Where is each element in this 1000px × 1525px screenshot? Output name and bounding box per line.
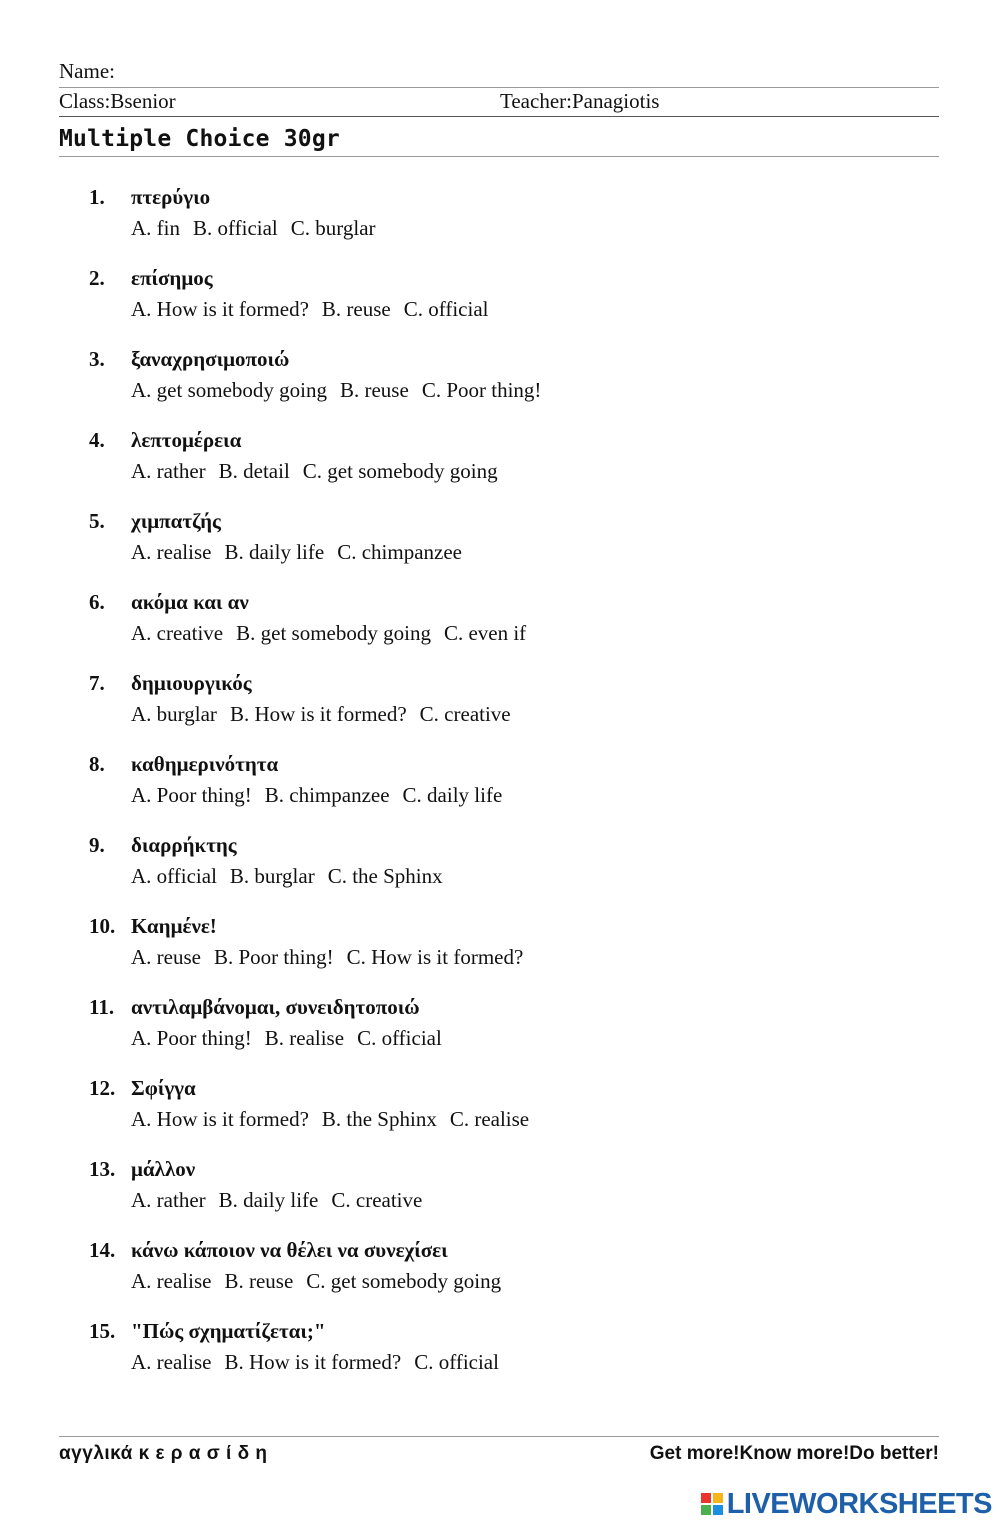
answer-option[interactable]: C. get somebody going [302,459,498,483]
question-text: αντιλαμβάνομαι, συνειδητοποιώ [131,995,420,1019]
answer-option[interactable]: B. How is it formed? [224,1350,402,1374]
answer-options [131,456,511,486]
answer-options [131,699,524,729]
question-text: ακόμα και αν [131,590,249,614]
answer-option[interactable]: C. chimpanzee [337,540,462,564]
question-list [0,182,1000,1397]
question-item [0,992,1000,1073]
question-item [0,911,1000,992]
question-item [0,668,1000,749]
answer-option[interactable]: B. Poor thing! [213,945,334,969]
question-number: 9. [89,833,105,857]
answer-option[interactable]: A. fin [131,216,180,240]
question-number: 12. [89,1076,116,1100]
answer-option[interactable]: C. even if [443,621,527,645]
answer-option[interactable]: B. the Sphinx [321,1107,437,1131]
answer-option[interactable]: A. creative [131,621,224,645]
answer-option[interactable]: C. creative [419,702,511,726]
answer-option[interactable]: B. daily life [224,540,325,564]
question-text: Σφίγγα [131,1076,196,1100]
question-number: 1. [89,185,105,209]
class-teacher-row [59,88,939,117]
question-item [0,830,1000,911]
question-item [0,344,1000,425]
answer-option[interactable]: B. reuse [321,297,391,321]
logo-square-3 [700,1504,712,1516]
question-text: "Πώς σχηματίζεται;" [131,1319,326,1343]
answer-options [131,780,515,810]
answer-options [131,213,389,243]
question-text: ξαναχρησιμοποιώ [131,347,290,371]
question-number: 8. [89,752,105,776]
answer-options [131,618,539,648]
answer-option[interactable]: C. burglar [290,216,376,240]
question-text: δημιουργικός [131,671,252,695]
answer-option[interactable]: B. official [193,216,278,240]
question-item [0,749,1000,830]
question-number: 6. [89,590,105,614]
question-text: διαρρήκτης [131,833,237,857]
question-item [0,1073,1000,1154]
name-label: Name: [59,59,115,83]
brand-text: LIVEWORKSHEETS [726,1487,992,1520]
logo-square-1 [700,1492,712,1504]
answer-options [131,1023,455,1053]
question-item [0,182,1000,263]
answer-option[interactable]: A. burglar [131,702,217,726]
question-number: 15. [89,1319,116,1343]
answer-options [131,861,456,891]
name-row [59,58,939,88]
answer-option[interactable]: A. Poor thing! [131,783,252,807]
question-number: 13. [89,1157,116,1181]
class-label: Class:Bsenior [59,89,176,113]
footer-divider [59,1436,939,1437]
answer-option[interactable]: A. realise [131,1269,212,1293]
answer-option[interactable]: B. detail [218,459,290,483]
answer-option[interactable]: C. How is it formed? [346,945,524,969]
answer-option[interactable]: C. realise [449,1107,530,1131]
answer-option[interactable]: A. official [131,864,217,888]
logo-square-2 [712,1492,724,1504]
question-item [0,506,1000,587]
question-text: λεπτομέρεια [131,428,242,452]
liveworksheets-logo-icon [700,1492,724,1516]
question-text: χιμπατζής [131,509,221,533]
answer-options [131,1266,514,1296]
answer-option[interactable]: A. rather [131,1188,206,1212]
answer-option[interactable]: C. daily life [402,783,503,807]
answer-option[interactable]: C. get somebody going [306,1269,502,1293]
answer-option[interactable]: B. daily life [218,1188,319,1212]
logo-square-4 [712,1504,724,1516]
question-number: 7. [89,671,105,695]
question-item [0,587,1000,668]
question-number: 11. [89,995,115,1019]
answer-option[interactable]: A. How is it formed? [131,297,309,321]
answer-option[interactable]: B. How is it formed? [229,702,407,726]
answer-option[interactable]: A. Poor thing! [131,1026,252,1050]
answer-option[interactable]: C. official [357,1026,442,1050]
question-item [0,263,1000,344]
question-item [0,1235,1000,1316]
footer-author: αγγλικά κ ε ρ α σ ί δ η [59,1443,268,1464]
question-number: 3. [89,347,105,371]
answer-options [131,942,536,972]
answer-option[interactable]: C. creative [331,1188,423,1212]
answer-option[interactable]: B. chimpanzee [264,783,390,807]
answer-option[interactable]: B. get somebody going [236,621,431,645]
answer-option[interactable]: A. How is it formed? [131,1107,309,1131]
answer-option[interactable]: B. reuse [339,378,409,402]
teacher-label: Teacher:Panagiotis [500,89,660,113]
question-item [0,1316,1000,1397]
question-text: μάλλον [131,1157,196,1181]
question-text: πτερύγιο [131,185,211,209]
answer-option[interactable]: A. realise [131,540,212,564]
answer-option[interactable]: A. reuse [131,945,201,969]
question-text: επίσημος [131,266,213,290]
answer-option[interactable]: C. the Sphinx [327,864,443,888]
answer-options [131,294,501,324]
answer-option[interactable]: B. reuse [224,1269,294,1293]
answer-option[interactable]: A. get somebody going [131,378,327,402]
question-item [0,1154,1000,1235]
answer-options [131,1347,512,1377]
answer-option[interactable]: A. rather [131,459,206,483]
question-text: Καημένε! [131,914,217,938]
answer-options [131,1104,542,1134]
footer-slogan: Get more!Know more!Do better! [649,1443,939,1464]
question-number: 14. [89,1238,116,1262]
question-number: 5. [89,509,105,533]
worksheet-title: Multiple Choice 30gr [59,122,939,157]
answer-option[interactable]: C. official [403,297,489,321]
answer-options [131,537,475,567]
answer-options [131,375,554,405]
question-item [0,425,1000,506]
answer-option[interactable]: C. Poor thing! [421,378,542,402]
question-number: 4. [89,428,105,452]
answer-option[interactable]: B. burglar [229,864,315,888]
answer-option[interactable]: C. official [414,1350,499,1374]
answer-option[interactable]: B. realise [264,1026,345,1050]
question-text: καθημερινότητα [131,752,279,776]
question-number: 2. [89,266,105,290]
answer-option[interactable]: A. realise [131,1350,212,1374]
question-text: κάνω κάποιον να θέλει να συνεχίσει [131,1238,448,1262]
liveworksheets-brand[interactable] [700,1486,992,1522]
question-number: 10. [89,914,116,938]
answer-options [131,1185,435,1215]
